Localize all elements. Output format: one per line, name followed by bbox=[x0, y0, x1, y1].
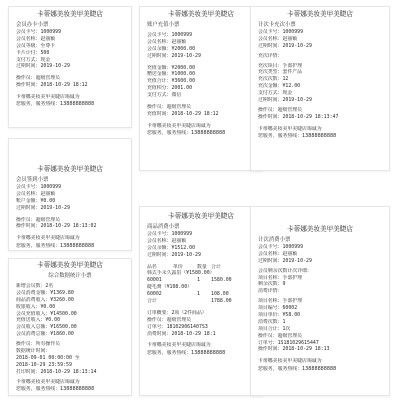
col-item-name: 品名 bbox=[147, 263, 157, 270]
receipt-type: 会员办卡小票 bbox=[16, 22, 49, 28]
member-name: 会员名称：赵丽颖 bbox=[16, 35, 56, 42]
recharge-type: 充次类型：套件产品 bbox=[258, 69, 303, 76]
goods-item-qty: 1 bbox=[197, 277, 200, 284]
order-summary: 订单概要：2项（2件商品） bbox=[147, 309, 207, 316]
col-subtotal: 合计 bbox=[211, 263, 221, 270]
operation-time: 操作时间：2018-10-29 18:13:47 bbox=[258, 113, 339, 120]
receipt-type: 综合数据统计小票 bbox=[48, 273, 92, 279]
goods-item-total: 108.00 bbox=[211, 291, 229, 298]
receipt-summary bbox=[8, 258, 132, 396]
new-members: 新增会员数：2名 bbox=[16, 283, 54, 289]
goods-item-code: 60002 bbox=[147, 291, 162, 298]
remaining-count-heading: 会员剩余次数计次详细： bbox=[258, 267, 312, 274]
recharge-bonus-income: 充值送收入：¥0.00 bbox=[16, 317, 61, 324]
operation-time: 操作时间：2018-10-29 18:13:02 bbox=[16, 223, 97, 230]
receipt-footer-hotline: 您服务，服务热线：13888888888 bbox=[258, 365, 337, 372]
receipt-footer-hotline: 您服务，服务热线：13888888888 bbox=[147, 130, 226, 136]
expiry-date: 过期时间：2019-10-29 bbox=[258, 42, 312, 49]
item-total: 项目合计：1次 bbox=[258, 325, 291, 332]
receipt-footer-line: 卡蒂娜美妆美甲美睫店竭诚为 bbox=[16, 94, 80, 101]
goods-total-qty bbox=[197, 298, 211, 305]
member-consume-amount: 会员消费金额：¥1369.80 bbox=[16, 289, 74, 296]
item-name: 项目名称：手部护理 bbox=[258, 298, 303, 305]
member-balance: 会员余额：¥2000.00 bbox=[147, 45, 196, 52]
goods-item-price bbox=[173, 291, 197, 298]
member-card-number: 会员卡号：1000999 bbox=[16, 29, 62, 35]
col-quantity: 数量 bbox=[197, 263, 207, 270]
operation-time: 操作时间：2018-10-29 18:12 bbox=[16, 82, 88, 89]
receipt-shop-name: 卡蒂娜美妆美甲美睫店 bbox=[37, 261, 103, 269]
member-name: 会员名称：赵丽颖 bbox=[147, 38, 187, 45]
operation-time: 操作时间：2018-10-29 18:13 bbox=[258, 346, 330, 353]
stats-period-start: 2018-09-01 00:00:00 至 bbox=[16, 354, 80, 361]
goods-total-row bbox=[147, 298, 260, 305]
remaining-count: 剩余次数：9 bbox=[258, 281, 286, 288]
goods-item-price bbox=[173, 277, 197, 284]
receipt-recharge bbox=[139, 6, 263, 171]
order-number: 订单号：1S181029615447 bbox=[258, 339, 319, 346]
member-card-number: 会员卡号：1000999 bbox=[16, 184, 62, 190]
member-card-number: 会员卡号：1000999 bbox=[258, 244, 304, 250]
goods-item-qty: 1 bbox=[197, 291, 200, 298]
member-consume-total: 会员消费总额：¥1860.00 bbox=[16, 331, 74, 338]
expiry-date: 过期时间：2019-10-29 bbox=[16, 63, 70, 70]
recharge-points: 充值积分：2001.00 bbox=[147, 85, 193, 92]
goods-item-name: 韩式手永久露眉（¥1580.00） bbox=[147, 270, 215, 277]
member-card-number: 会员卡号：1000999 bbox=[258, 29, 304, 35]
recharge-details-heading: 充次详情： bbox=[258, 52, 283, 59]
receipt-shop-name: 卡蒂娜美妆美甲美睫店 bbox=[37, 10, 103, 18]
goods-total-amount: 1788.00 bbox=[211, 298, 232, 305]
operator: 操作员：超级管理员 bbox=[147, 316, 192, 323]
receipt-shop-name: 卡蒂娜美妆美甲美睫店 bbox=[287, 10, 353, 18]
remaining-item: 项目名称：手部护理 bbox=[258, 274, 303, 281]
order-number: 订单号：181029061407S3 bbox=[147, 323, 208, 330]
operator: 操作员：超级管理员 bbox=[16, 75, 61, 82]
receipt-type: 计次消费小票 bbox=[258, 237, 291, 243]
receipt-type: 商品消费小票 bbox=[147, 224, 180, 230]
member-name: 会员名称：赵丽颖 bbox=[258, 35, 298, 42]
receipt-footer-line: 卡蒂娜美妆美甲美睫店竭诚为 bbox=[147, 122, 211, 129]
receipt-type: 计次卡充次小票 bbox=[258, 22, 296, 28]
print-time: 打印时间：2018-10-29 18:13:14 bbox=[16, 368, 97, 375]
member-level: 会员等级：至尊卡 bbox=[16, 42, 56, 49]
receipt-footer-hotline: 您服务，服务热线：13888888888 bbox=[16, 385, 95, 392]
account-balance: 账户金额：¥0.00 bbox=[16, 197, 56, 204]
goods-item-total: 1580.00 bbox=[211, 277, 232, 284]
payment-method: 支付方式：现金 bbox=[16, 56, 51, 63]
col-unit-price: 单价 bbox=[173, 263, 183, 270]
receipt-footer-hotline: 您服务，服务热线：13888888888 bbox=[16, 101, 95, 108]
operator: 操作员：超级管理员 bbox=[147, 104, 192, 111]
operator: 操作员：超级管理员 bbox=[258, 332, 303, 339]
item-price: 项目单价：¥58.00 bbox=[258, 312, 301, 319]
receipt-shop-name: 卡蒂娜美妆美甲美睫店 bbox=[168, 212, 234, 220]
receipt-count-consume bbox=[250, 206, 390, 396]
operator: 操作员：超级管理员 bbox=[258, 106, 303, 113]
member-card-number: 会员卡号：1000999 bbox=[147, 32, 193, 38]
member-recharge-income: 会员充值收入：¥14500.00 bbox=[16, 310, 77, 317]
recharge-item: 充次项目：手部护理 bbox=[258, 62, 303, 69]
member-card-number: 会员卡号：1000999 bbox=[147, 231, 193, 237]
bonus-amount: 赠送金额：¥1000.00 bbox=[147, 71, 196, 78]
expiry-date: 过期时间：2019-10-29 bbox=[16, 204, 70, 211]
receipt-footer-hotline: 您服务，服务热线：13888888888 bbox=[258, 132, 337, 139]
consume-count: 消费次数：1 bbox=[258, 318, 286, 325]
member-name: 会员名称：赵丽颖 bbox=[147, 237, 187, 244]
goods-item-code: 60001 bbox=[147, 277, 162, 284]
receipt-footer-line: 卡蒂娜美妆美甲美睫店竭诚为 bbox=[16, 235, 80, 242]
stats-period-end: 2018-10-29 23:59:59 bbox=[16, 361, 72, 368]
receipt-shop-name: 卡蒂娜美妆美甲美睫店 bbox=[37, 165, 103, 173]
member-name: 会员名称：赵丽颖 bbox=[258, 250, 298, 257]
member-income-total: 会员收入总额：¥16500.00 bbox=[16, 324, 77, 331]
receipt-card-open bbox=[8, 6, 132, 128]
expiry-date: 过期时间：2019-10-29 bbox=[147, 52, 201, 59]
recharge-total: 充值合计：¥3600.00 bbox=[147, 78, 196, 85]
receipt-shop-name: 卡蒂娜美妆美甲美睫店 bbox=[168, 10, 234, 18]
consume-details-heading: 消费详情： bbox=[258, 288, 283, 295]
goods-item-row bbox=[147, 291, 260, 298]
receipt-goods bbox=[139, 206, 263, 396]
goods-total-price bbox=[173, 298, 197, 305]
receipt-footer-line: 卡蒂娜美妆美甲美睫店竭诚为 bbox=[16, 378, 80, 385]
goods-table-header bbox=[147, 264, 260, 271]
recharge-time: 充值时间：2018-10-29 18:12 bbox=[147, 110, 219, 117]
goods-item-name: 睫毛膏（¥108.00） bbox=[147, 284, 193, 291]
item-code: 项目编号：60002 bbox=[258, 305, 298, 312]
expiry-date: 过期时间：2019-10-29 bbox=[258, 257, 312, 264]
receipt-type: 账户充值小票 bbox=[147, 22, 180, 28]
recharge-amount: 充次金额：¥12.00 bbox=[258, 83, 301, 90]
operator: 操作员：超级管理员 bbox=[16, 216, 61, 223]
card-fee: 卡片计付：500 bbox=[16, 49, 50, 56]
receipt-footer-line: 卡蒂娜美妆美甲美睫店竭诚为 bbox=[258, 125, 322, 132]
expiry-date: 过期时间：2019-10-29 bbox=[258, 97, 312, 104]
receipt-type: 会员签到小票 bbox=[16, 177, 49, 183]
cashier-income: 收银收入：¥0.00 bbox=[16, 303, 56, 310]
consume-time: 消费时间：2018-10-29 18:1 bbox=[147, 330, 216, 337]
receipt-footer-line: 卡蒂娜美妆美甲美睫店竭诚为 bbox=[258, 358, 322, 365]
stats-period-label: 数据统计时间： bbox=[16, 348, 51, 355]
member-balance: 会员余额：¥1512.00 bbox=[147, 244, 196, 251]
member-name: 会员名称：赵丽颖 bbox=[16, 190, 56, 197]
receipt-checkin bbox=[8, 138, 132, 251]
receipt-footer-hotline: 您服务，服务热线：13888888888 bbox=[147, 349, 226, 356]
payment-method: 支付方式：微信 bbox=[147, 92, 182, 99]
expiry-date: 过期时间：2019-10-29 bbox=[147, 251, 201, 258]
receipt-count-recharge bbox=[250, 6, 390, 171]
payment-method: 支付方式：现金 bbox=[258, 90, 293, 97]
receipt-shop-name: 卡蒂娜美妆美甲美睫店 bbox=[287, 225, 353, 233]
receipt-footer-line: 卡蒂娜美妆美甲美睫店竭诚为 bbox=[147, 342, 211, 349]
goods-consume-income: 商品消费收入：¥3260.00 bbox=[16, 296, 74, 303]
receipt-footer-hotline: 您服务，服务热线：13888888888 bbox=[16, 242, 95, 249]
goods-total-label: 合计 bbox=[147, 298, 157, 305]
recharge-amount: 充值金额：¥2000.00 bbox=[147, 64, 196, 71]
recharge-count: 充次次数：12 bbox=[258, 76, 289, 83]
goods-item-row bbox=[147, 277, 260, 284]
operator: 操作员：所有操作员 bbox=[16, 341, 61, 348]
